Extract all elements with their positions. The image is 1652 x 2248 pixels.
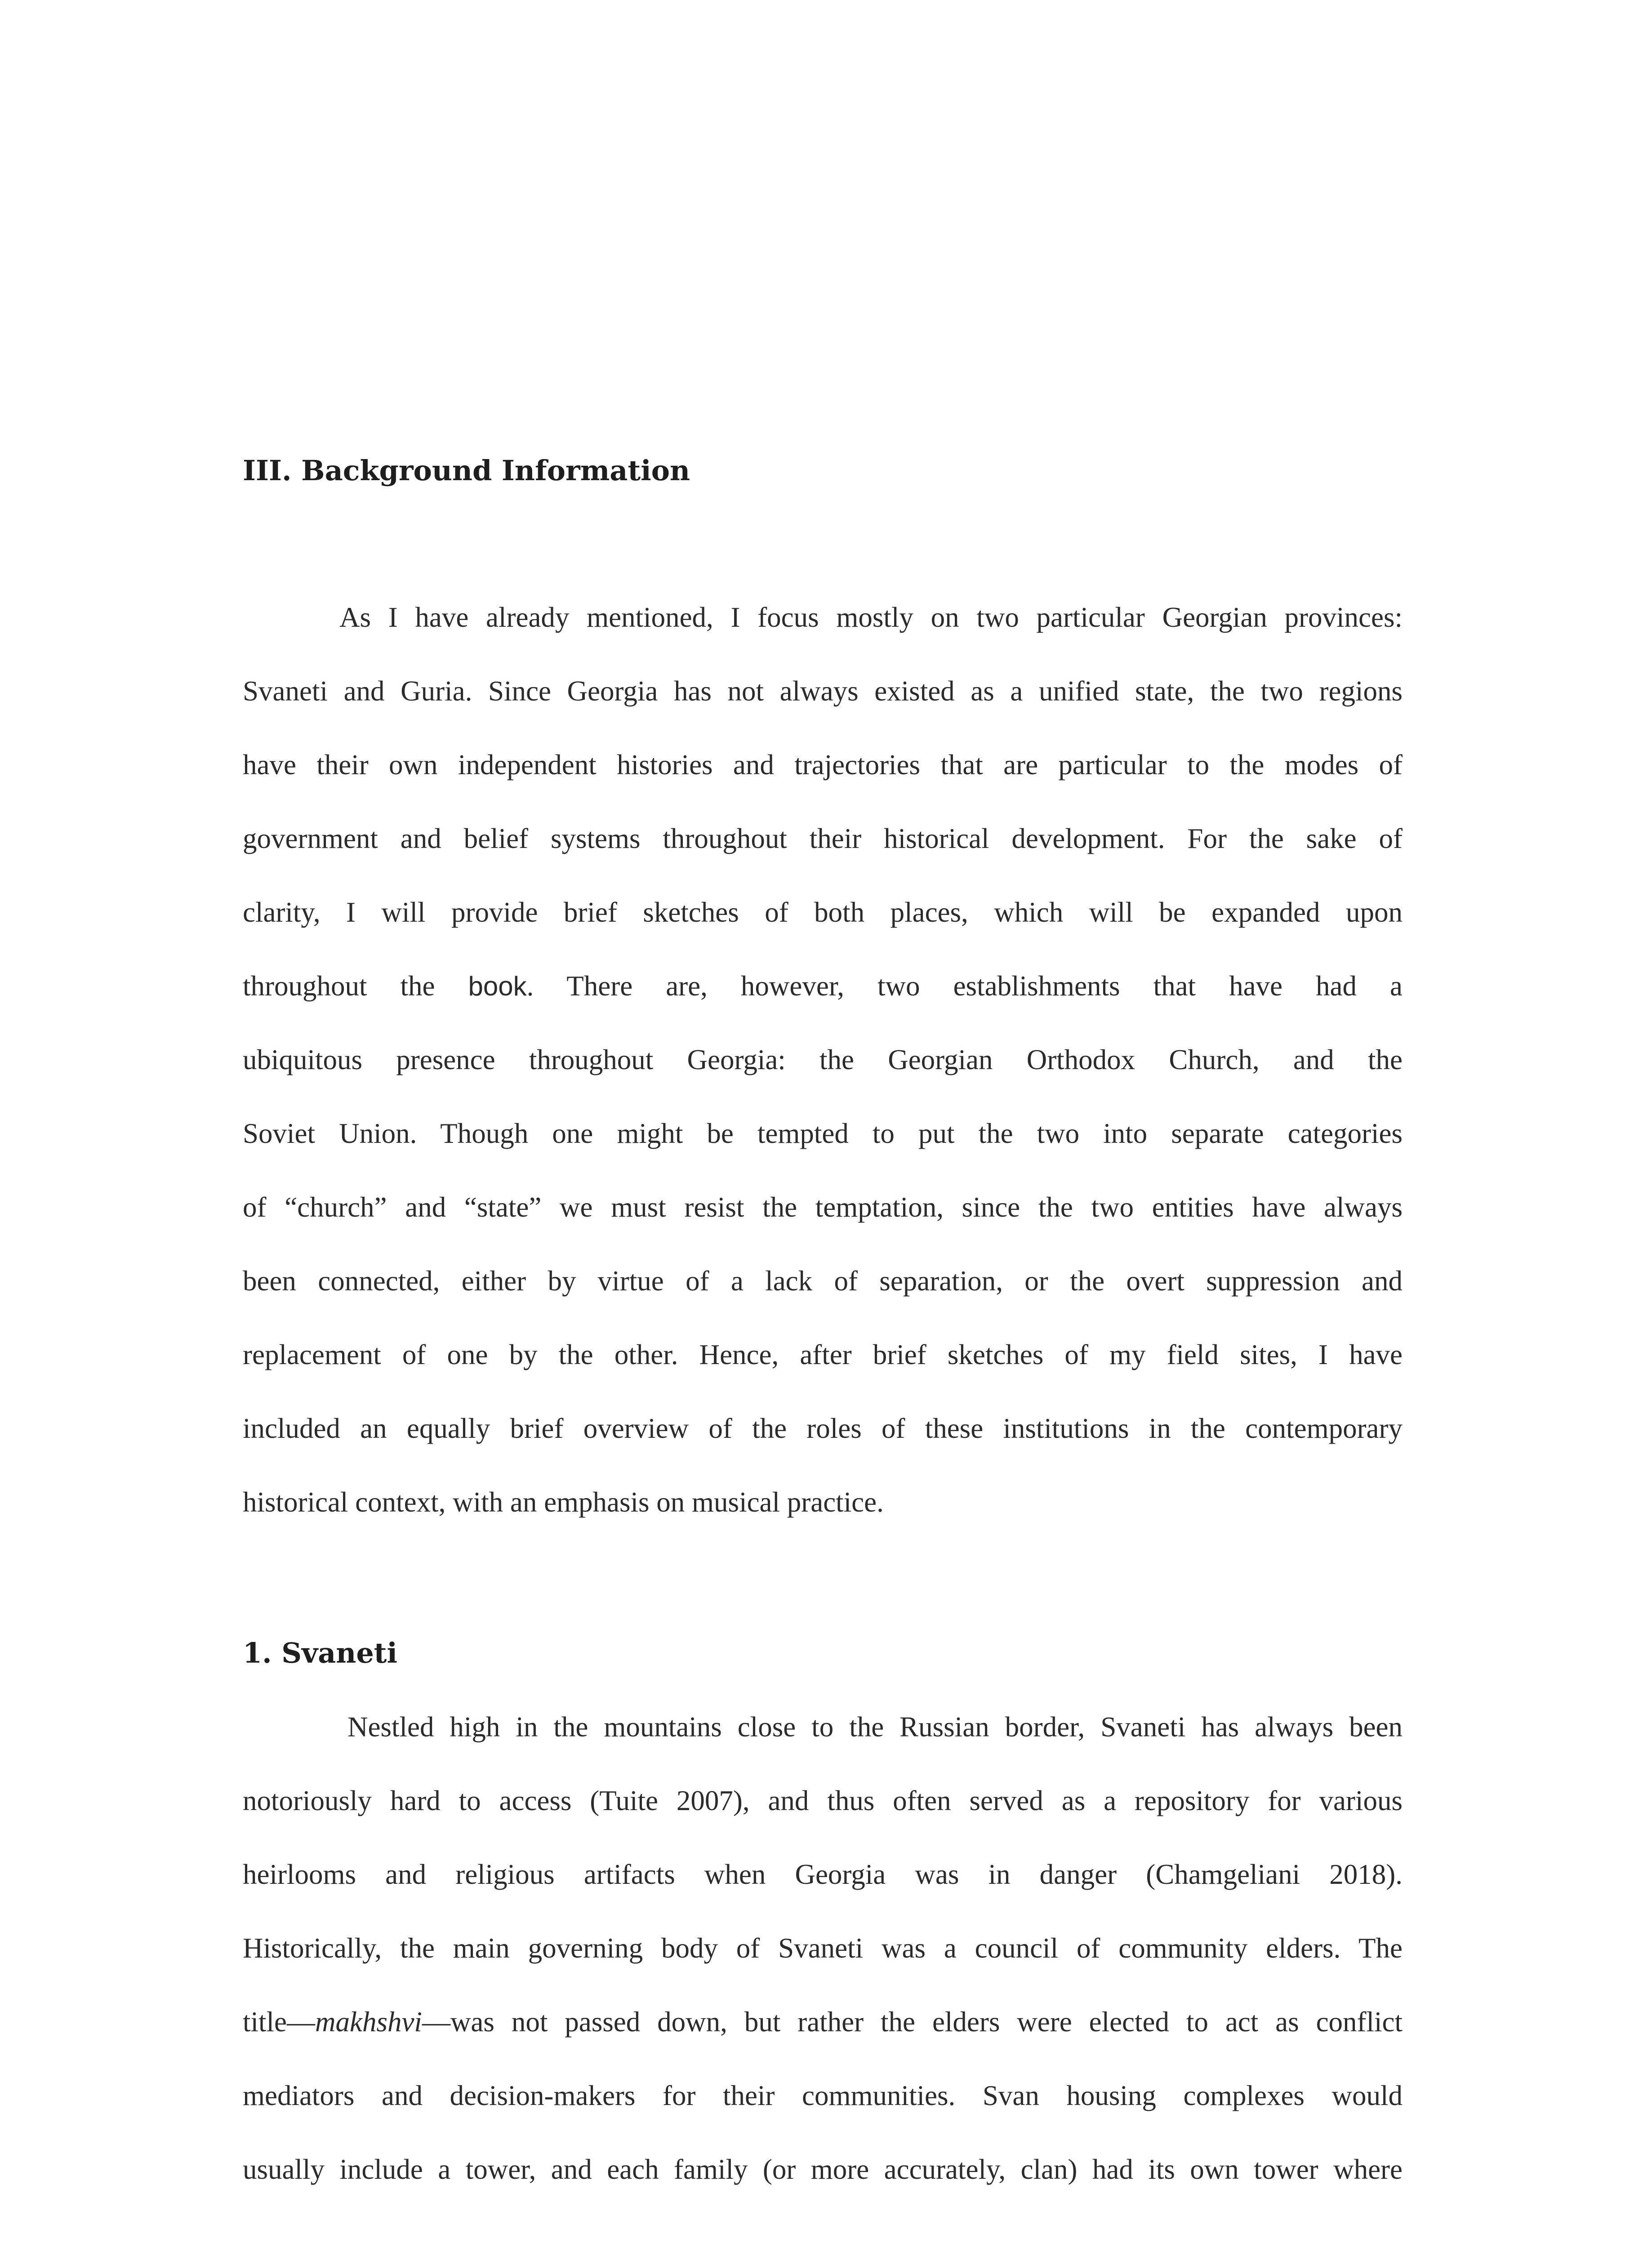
paragraph-line: government and belief systems throughout their historical development. For the sake of — [243, 823, 1403, 854]
paragraph-line: clarity, I will provide brief sketches of both places, which will be expanded upon — [243, 897, 1403, 928]
paragraph-line: have their own independent histories and trajectories that are particular to the modes of — [243, 749, 1403, 781]
paragraph-line: of “church” and “state” we must resist the temptation, since the two entities have always — [243, 1191, 1403, 1223]
line-text: throughout the — [243, 970, 468, 1002]
paragraph-line — [243, 949, 1403, 1023]
line-text: . There are, however, two establishments that have had a — [526, 970, 1403, 1002]
paragraph-line: ubiquitous presence throughout Georgia: the Georgian Orthodox Church, and the — [243, 1044, 1403, 1075]
italic-term: makhshvi — [315, 2006, 422, 2038]
paragraph-line: Svaneti and Guria. Since Georgia has not always existed as a unified state, the two regions — [243, 675, 1403, 707]
intro-paragraph — [243, 580, 1403, 1539]
book-word: book — [468, 971, 527, 1001]
paragraph-line: heirlooms and religious artifacts when Georgia was in danger (Chamgeliani 2018). — [243, 1859, 1403, 1890]
paragraph-line: mediators and decision-makers for their communities. Svan housing complexes would — [243, 2080, 1403, 2111]
paragraph-line: been connected, either by virtue of a lack of separation, or the overt suppression and — [243, 1265, 1403, 1297]
paragraph-line: historical context, with an emphasis on musical practice. — [243, 1486, 884, 1518]
subsection-heading: 1. Svaneti — [243, 1637, 397, 1669]
paragraph-line: notoriously hard to access (Tuite 2007), and thus often served as a repository for various — [243, 1785, 1403, 1816]
paragraph-line: Nestled high in the mountains close to the Russian border, Svaneti has always been — [347, 1711, 1403, 1743]
paragraph-line: Historically, the main governing body of Svaneti was a council of community elders. The — [243, 1932, 1403, 1964]
paragraph-line: included an equally brief overview of the roles of these institutions in the contemporary — [243, 1413, 1403, 1444]
section-heading: III. Background Information — [243, 454, 690, 487]
paragraph-line — [243, 1985, 1403, 2059]
paragraph-line: replacement of one by the other. Hence, after brief sketches of my field sites, I have — [243, 1339, 1403, 1370]
line-text: title— — [243, 2006, 315, 2038]
paragraph-line: As I have already mentioned, I focus mostly on two particular Georgian provinces: — [339, 602, 1403, 633]
line-text: —was not passed down, but rather the elders were elected to act as conflict — [422, 2006, 1403, 2038]
svaneti-paragraph — [243, 1690, 1403, 2206]
paragraph-line: Soviet Union. Though one might be tempted to put the two into separate categories — [243, 1118, 1403, 1149]
paragraph-line: usually include a tower, and each family (or more accurately, clan) had its own tower where — [243, 2154, 1403, 2185]
